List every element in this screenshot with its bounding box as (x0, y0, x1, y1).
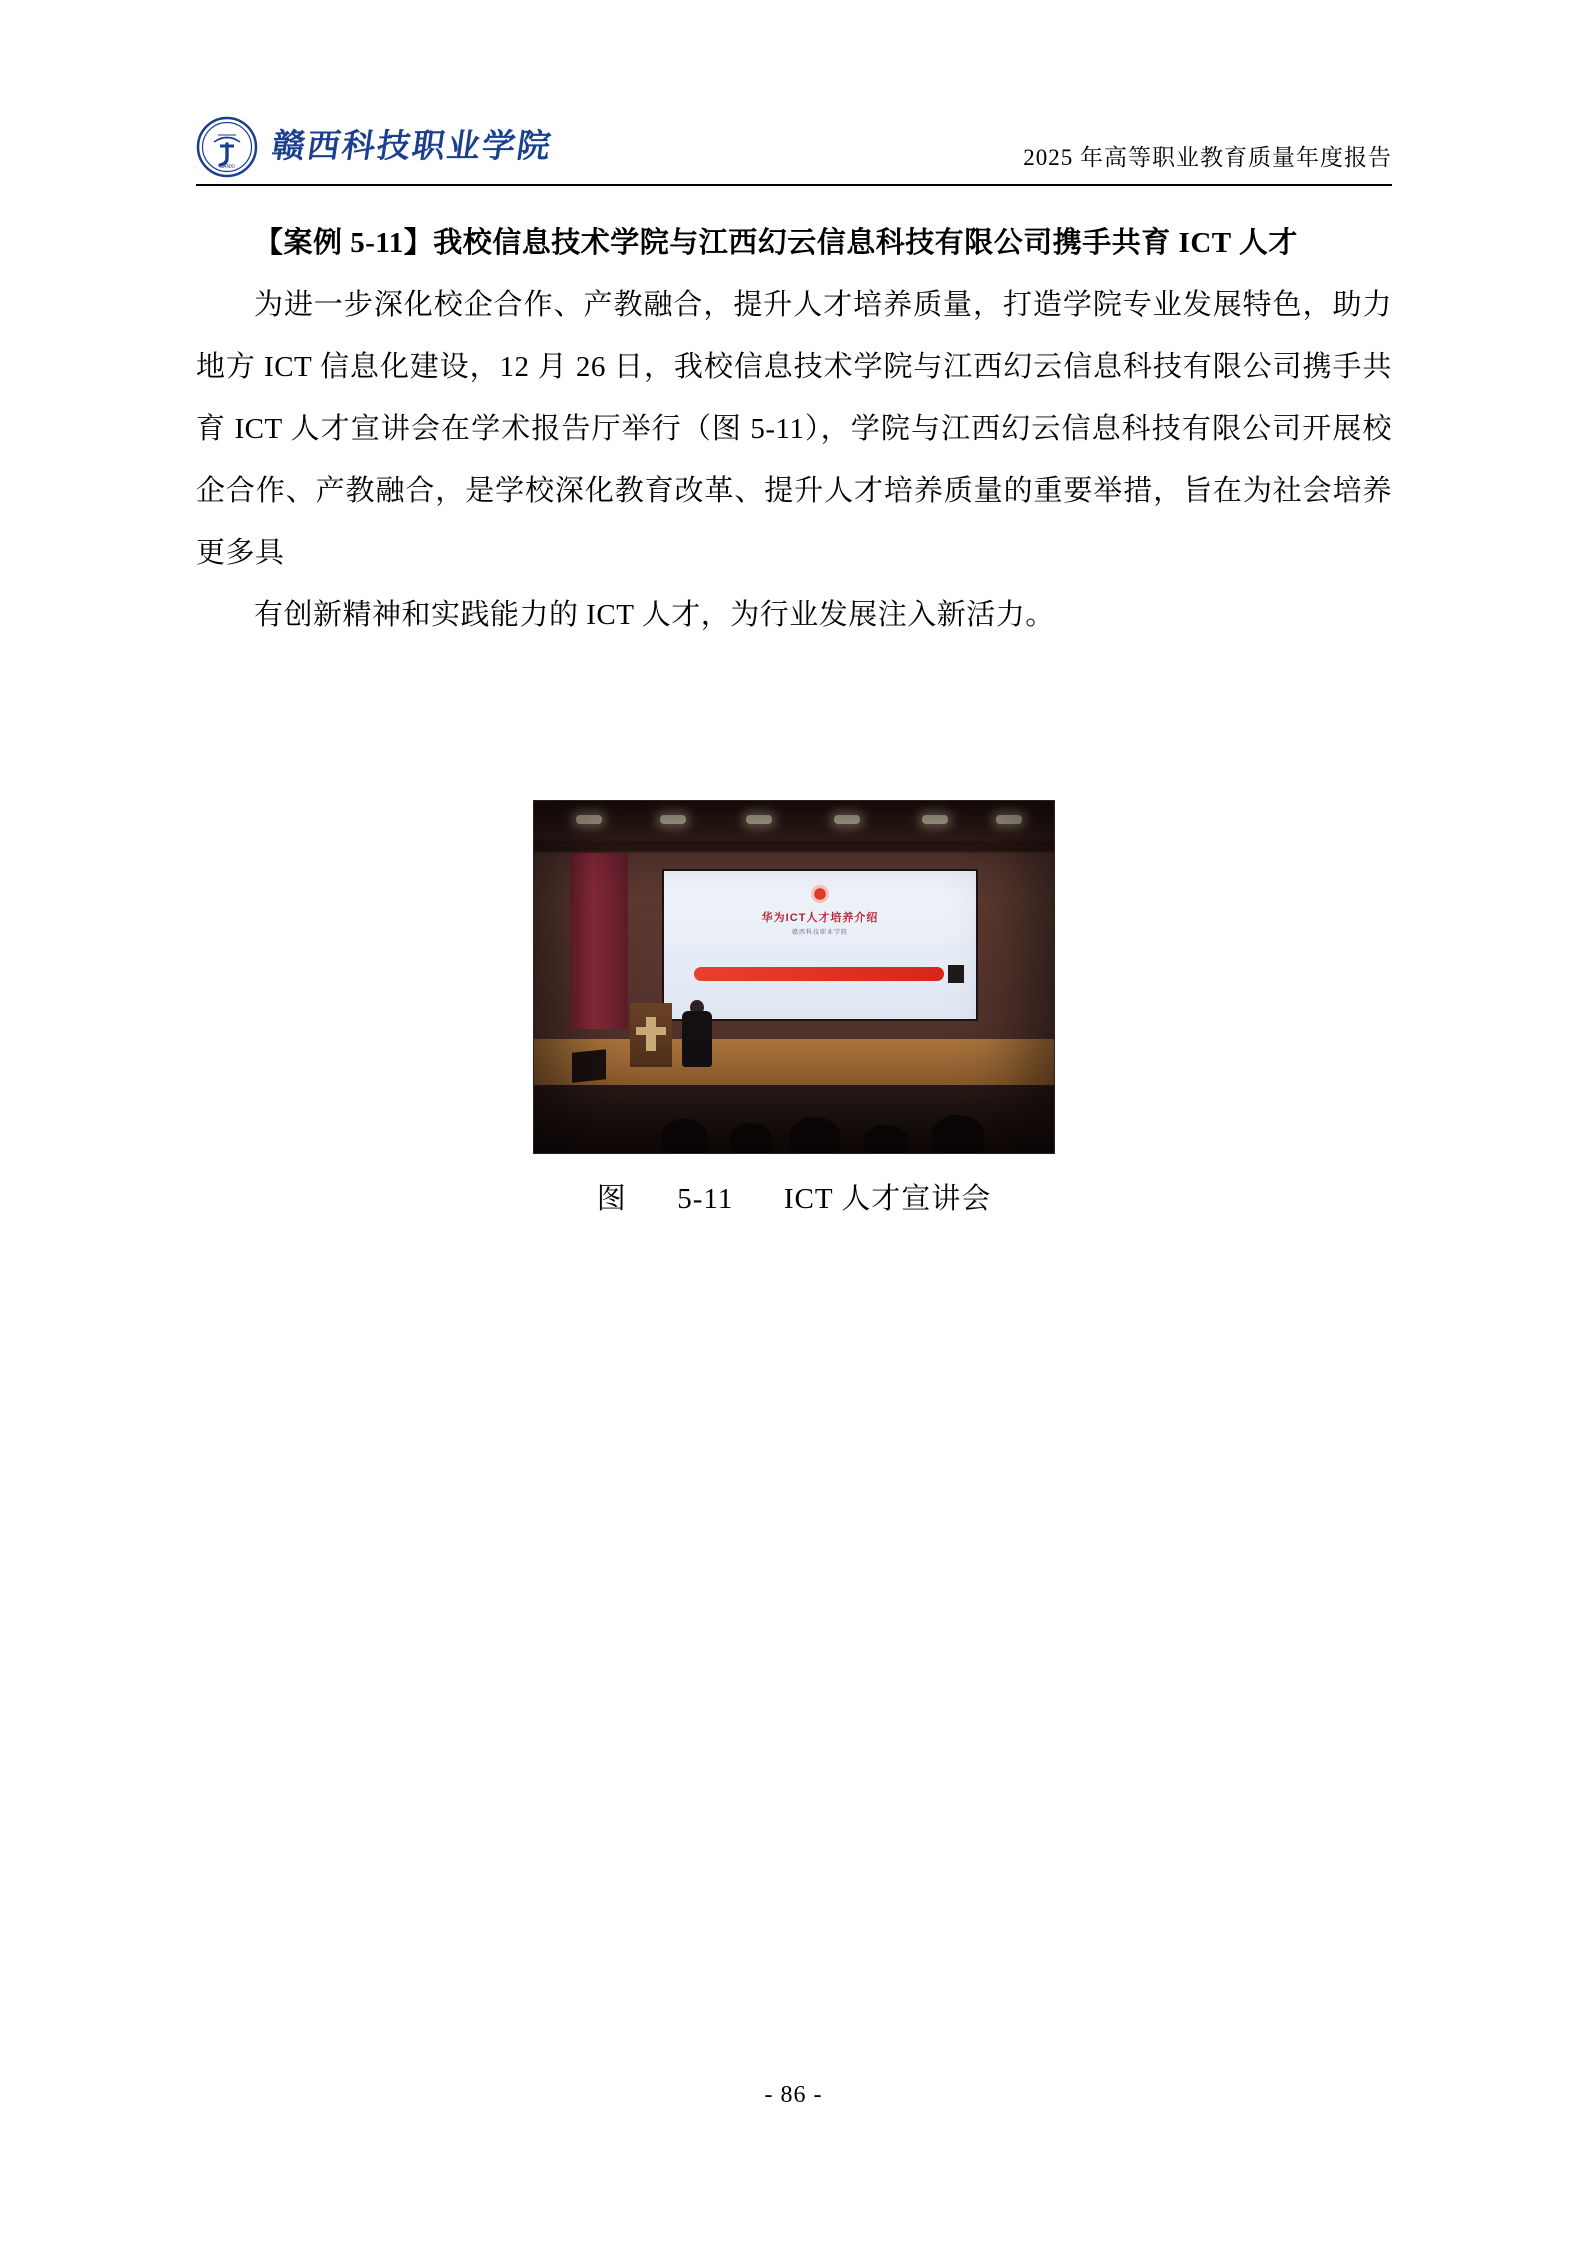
paragraph-2: 有创新精神和实践能力的 ICT 人才，为行业发展注入新活力。 (254, 599, 1055, 631)
figure-caption-label: 图 (596, 1183, 627, 1215)
page-header (196, 98, 1392, 186)
document-body (196, 212, 1392, 646)
figure-caption-text: ICT 人才宣讲会 (783, 1183, 992, 1215)
figure-caption (196, 1176, 1392, 1217)
figure-photo (533, 800, 1055, 1154)
slide-title: 华为ICT人才培养介绍 (761, 912, 879, 924)
paragraph-1: 为进一步深化校企合作、产教融合，提升人才培养质量，打造学院专业发展特色，助力地方 ICT 信息化建设，12 月 26 日，我校信息技术学院与江西幻云信息科技有限公司携手共育 ICT 人才宣讲会在学术报告厅举行（图 5-11），学院与江西幻云信息科技有限公司开展校企合作、产教融合，是学校深化教育改革、提升人才培养质量的重要举措，旨在为社会培养更多具 (196, 289, 1392, 569)
svg-text:GANXI: GANXI (219, 164, 235, 170)
case-title: 【案例 5-11】我校信息技术学院与江西幻云信息科技有限公司携手共育 ICT 人才 (254, 227, 1298, 259)
slide-subtitle: 赣西科技职业学院 (791, 930, 848, 936)
figure-caption-number: 5-11 (677, 1183, 734, 1215)
school-crest-icon (196, 116, 258, 178)
school-brand (196, 116, 555, 178)
school-name: 赣西科技职业学院 (269, 128, 555, 165)
figure-5-11 (196, 800, 1392, 1217)
page-number: - 86 - (764, 2082, 823, 2108)
page-footer (0, 2082, 1587, 2109)
report-title: 2025 年高等职业教育质量年度报告 (1023, 145, 1392, 170)
header-divider (196, 184, 1392, 186)
